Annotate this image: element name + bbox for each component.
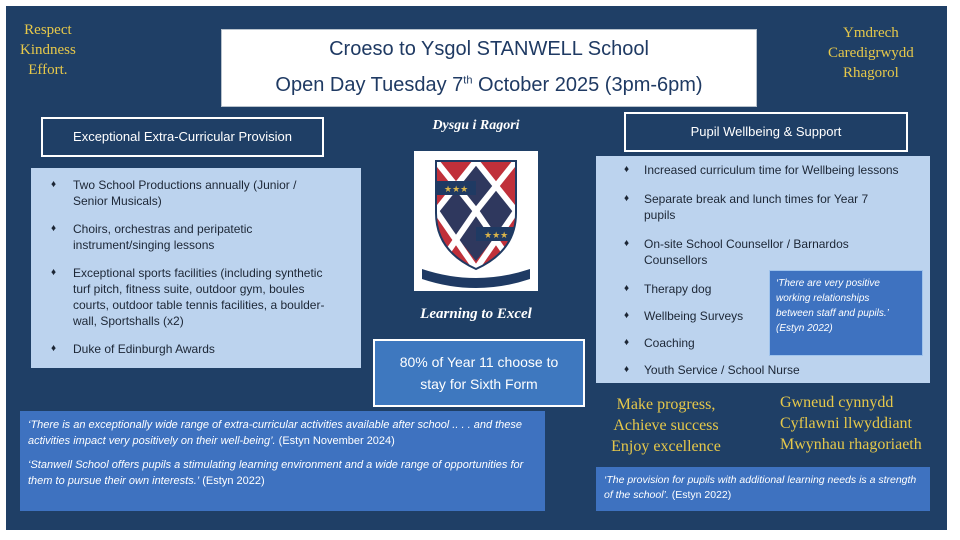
- page-title: Croeso to Ysgol STANWELL School: [329, 38, 649, 60]
- wellbeing-heading-text: Pupil Wellbeing & Support: [690, 124, 842, 139]
- svg-text:★★★: ★★★: [444, 185, 469, 195]
- list-item-line: Duke of Edinburgh Awards: [73, 342, 215, 356]
- value-kindness: Kindness: [20, 42, 76, 58]
- quote-source: (Estyn 2022): [199, 475, 265, 487]
- quote-line: working relationships: [776, 293, 870, 304]
- stat-line: 80% of Year 11 choose to: [399, 354, 559, 370]
- svg-text:★★★: ★★★: [484, 231, 509, 241]
- quote-source: (Estyn 2022): [668, 489, 732, 501]
- diamond-bullet-icon: ♦: [624, 310, 630, 321]
- diamond-bullet-icon: ♦: [624, 193, 630, 204]
- list-item: [596, 236, 930, 268]
- date-ordinal-suffix: th: [463, 74, 473, 87]
- aims-welsh: [780, 392, 922, 455]
- list-item-line: Separate break and lunch times for Year 7: [644, 192, 869, 206]
- open-day-suffix: October 2025 (3pm-6pm): [472, 74, 703, 96]
- values-english: [20, 20, 76, 80]
- quote-line: ‘There are very positive: [776, 278, 880, 289]
- quote-line: between staff and pupils.’: [776, 308, 889, 319]
- extracurricular-heading: [41, 117, 324, 157]
- crest-banner-text: GOBEU ARR ARF DYSG: [439, 270, 513, 276]
- list-item-line: wall, Sportshalls (x2): [73, 314, 184, 328]
- values-welsh: [828, 23, 914, 83]
- slide: [6, 6, 947, 530]
- value-effort: Effort.: [28, 62, 68, 78]
- list-item: [596, 191, 930, 223]
- quote-source: (Estyn November 2024): [275, 435, 395, 447]
- aim-line: Achieve success: [613, 417, 719, 434]
- diamond-bullet-icon: ♦: [624, 164, 630, 175]
- aim-line: Cyflawni llwyddiant: [780, 415, 912, 432]
- open-day-date: [222, 74, 756, 97]
- wellbeing-heading: [624, 112, 908, 152]
- extracurricular-panel: [31, 168, 361, 368]
- quote-text: ‘The provision for pupils with additional learning needs is a strength of the school’.: [604, 474, 917, 501]
- list-item-line: instrument/singing lessons: [73, 238, 215, 252]
- list-item: [31, 177, 361, 209]
- diamond-bullet-icon: ♦: [51, 267, 57, 278]
- list-item-line: Coaching: [644, 336, 695, 350]
- extracurricular-heading-text: Exceptional Extra-Curricular Provision: [73, 129, 292, 144]
- estyn-quote-1: [28, 417, 537, 449]
- diamond-bullet-icon: ♦: [51, 179, 57, 190]
- stat-line: stay for Sixth Form: [420, 376, 538, 392]
- list-item-line: Therapy dog: [644, 282, 712, 296]
- open-day-prefix: Open Day Tuesday 7: [275, 74, 464, 96]
- diamond-bullet-icon: ♦: [624, 364, 630, 375]
- estyn-quote-2: [28, 457, 537, 489]
- list-item-line: Exceptional sports facilities (including synthetic: [73, 266, 323, 280]
- estyn-quotes-extracurricular: [20, 411, 545, 511]
- list-item-line: Increased curriculum time for Wellbeing lessons: [644, 163, 899, 177]
- quote-line: (Estyn 2022): [776, 323, 833, 334]
- list-item-line: courts, outdoor table tennis facilities, a boulder-: [73, 298, 325, 312]
- diamond-bullet-icon: ♦: [51, 343, 57, 354]
- list-item: [596, 362, 930, 378]
- motto-english: Learning to Excel: [420, 306, 532, 322]
- aim-line: Gwneud cynnydd: [780, 394, 894, 411]
- list-item: [31, 221, 361, 253]
- list-item: [596, 162, 930, 178]
- value-ymdrech: Ymdrech: [843, 25, 899, 41]
- list-item-line: Choirs, orchestras and peripatetic: [73, 222, 253, 236]
- quote-text: ‘There is an exceptionally wide range of extra-curricular activities available after school .. . . and these activities impact very positively on their well-being’.: [28, 419, 523, 447]
- list-item-line: turf pitch, fitness suite, outdoor gym, boules: [73, 282, 305, 296]
- aim-line: Mwynhau rhagoriaeth: [780, 436, 922, 453]
- quote-text: ‘Stanwell School offers pupils a stimulating learning environment and a wide range of opportunities for them to pursue their own interests.’: [28, 459, 524, 487]
- list-item-line: On-site School Counsellor / Barnardos: [644, 237, 849, 251]
- school-crest: [414, 151, 538, 291]
- list-item-line: Two School Productions annually (Junior /: [73, 178, 297, 192]
- diamond-bullet-icon: ♦: [624, 283, 630, 294]
- list-item-line: pupils: [644, 208, 676, 222]
- sixth-form-stat: [373, 339, 585, 407]
- value-rhagorol: Rhagorol: [842, 65, 899, 81]
- motto-welsh: Dysgu i Ragori: [432, 118, 520, 133]
- diamond-bullet-icon: ♦: [51, 223, 57, 234]
- title-banner: [221, 29, 757, 107]
- value-caredigrwydd: Caredigrwydd: [828, 45, 914, 61]
- list-item-line: Youth Service / School Nurse: [644, 363, 800, 377]
- aim-line: Enjoy excellence: [611, 438, 721, 455]
- list-item-line: Wellbeing Surveys: [644, 309, 744, 323]
- diamond-bullet-icon: ♦: [624, 337, 630, 348]
- diamond-bullet-icon: ♦: [624, 238, 630, 249]
- estyn-quote-relationships: [769, 270, 923, 356]
- list-item: [31, 341, 361, 357]
- list-item: [31, 265, 361, 329]
- aim-line: Make progress,: [616, 396, 716, 413]
- list-item-line: Counsellors: [644, 253, 708, 267]
- value-respect: Respect: [24, 22, 72, 38]
- list-item-line: Senior Musicals): [73, 194, 162, 208]
- estyn-quote-aln: [596, 467, 930, 511]
- aims-english: [604, 394, 728, 457]
